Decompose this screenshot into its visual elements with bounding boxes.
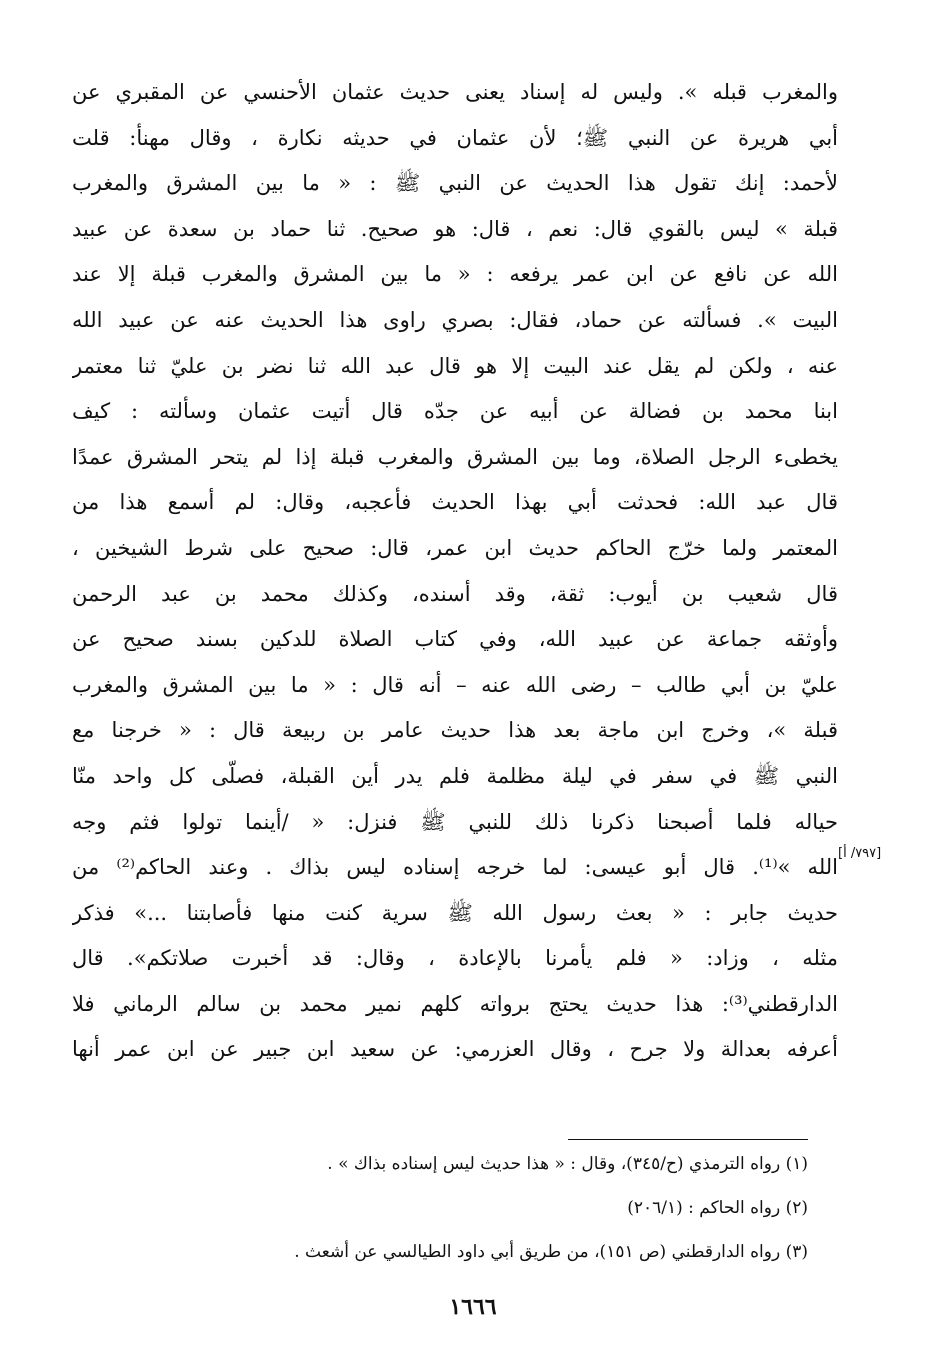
text-line: المعتمر ولما خرّج الحاكم حديث ابن عمر، قال: صحيح على شرط الشيخين ، (72, 535, 838, 560)
footnote: (١) رواه الترمذي (ح/٣٤٥)، وقال : « هذا حديث ليس إسناده بذاك » . (327, 1154, 808, 1174)
text-line: حياله فلما أصبحنا ذكرنا ذلك للنبي ﷺ فنزل: « /أينما تولوا فثم وجه (72, 809, 838, 834)
text-line: البيت ». فسألته عن حماد، فقال: بصري راوى هذا الحديث عنه عن عبيد الله (72, 307, 838, 332)
text-line: أبي هريرة عن النبي ﷺ؛ لأن عثمان في حديثه نكارة ، وقال مهنأ: قلت (72, 125, 838, 150)
text-line: عليّ بن أبي طالب – رضى الله عنه – أنه قال : « ما بين المشرق والمغرب (72, 672, 838, 697)
text-line: ابنا محمد بن فضالة عن أبيه عن جدّه قال أتيت عثمان وسألته : كيف (72, 399, 838, 424)
text-line: لأحمد: إنك تقول هذا الحديث عن النبي ﷺ : « ما بين المشرق والمغرب (72, 171, 838, 196)
text-line: والمغرب قبله ». وليس له إسناد يعنى حديث عثمان الأحنسي عن المقبري عن (72, 80, 838, 104)
text-line: النبي ﷺ في سفر في ليلة مظلمة فلم يدر أين القبلة، فصلّى كل واحد منّا (72, 763, 838, 788)
manuscript-folio-marker: [٧٩٧/ أ] (838, 846, 882, 861)
text-line: قبلة »، وخرج ابن ماجة بعد هذا حديث عامر بن ربيعة قال : « خرجنا مع (72, 718, 838, 743)
text-line: وأوثقه جماعة عن عبيد الله، وفي كتاب الصلاة للدكين بسند صحيح عن (72, 627, 838, 652)
text-line: عنه ، ولكن لم يقل عند البيت إلا هو قال عبد الله ثنا نضر بن عليّ ثنا معتمر (72, 353, 838, 378)
footnote: (٢) رواه الحاكم : (٢٠٦/١) (627, 1198, 808, 1218)
text-line: الدارقطني⁽³⁾: هذا حديث يحتج برواته كلهم نمير محمد بن سالم الرماني فلا (72, 991, 838, 1016)
text-line: قال عبد الله: فحدثت أبي بهذا الحديث فأعجبه، وقال: لم أسمع هذا من (72, 490, 838, 515)
text-line: الله عن نافع عن ابن عمر يرفعه : « ما بين المشرق والمغرب قبلة إلا عند (72, 262, 838, 287)
main-text-block (72, 70, 838, 1073)
footnotes-block (180, 1142, 808, 1274)
text-line: حديث جابر : « بعث رسول الله ﷺ سرية كنت منها فأصابتنا ...» فذكر (72, 900, 838, 925)
text-line: قبلة » ليس بالقوي قال: نعم ، قال: هو صحيح. ثنا حماد بن سعدة عن عبيد (72, 216, 838, 241)
text-line: الله »⁽¹⁾. قال أبو عيسى: لما خرجه إسناده ليس بذاك . وعند الحاكم⁽²⁾ من (72, 855, 838, 880)
page-number: ١٦٦٦ (449, 1294, 497, 1320)
text-line: مثله ، وزاد: « فلم يأمرنا بالإعادة ، وقال: قد أخبرت صلاتكم». قال (72, 946, 838, 971)
footnote-separator (568, 1139, 808, 1140)
text-line: يخطىء الرجل الصلاة، وما بين المشرق والمغرب قبلة إذا لم يتحر المشرق عمدًا (72, 444, 838, 469)
text-line: أعرفه بعدالة ولا جرح ، وقال العزرمي: عن سعيد ابن جبير عن ابن عمر أنها (72, 1037, 838, 1062)
text-line: قال شعيب بن أيوب: ثقة، وقد أسنده، وكذلك محمد بن عبد الرحمن (72, 581, 838, 606)
footnote: (٣) رواه الدارقطني (ص ١٥١)، من طريق أبي داود الطيالسي عن أشعث . (294, 1242, 808, 1262)
